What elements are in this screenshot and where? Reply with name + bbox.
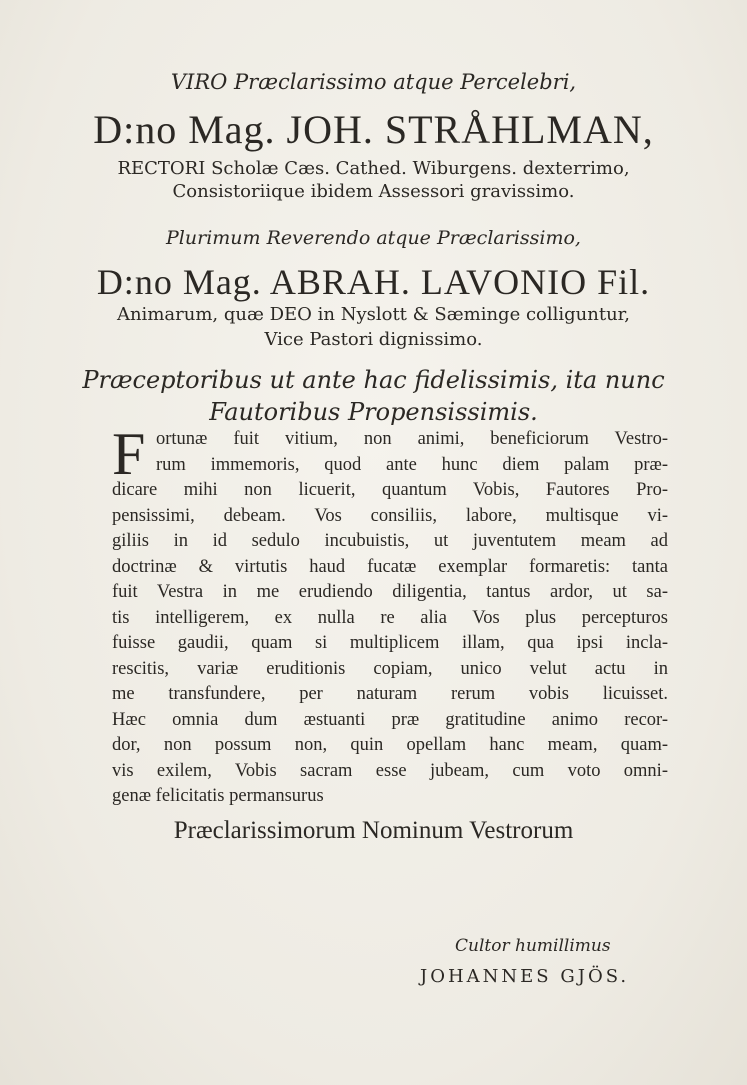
dedication-line-4: Consistoriique ibidem Assessori gravissimo. [172,181,575,202]
body-line: giliis in id sedulo incubuistis, ut juventutem meam ad [112,531,668,551]
body-line: fuisse gaudii, quam si multiplicem illam, qua ipsi incla- [112,633,668,653]
body-text [112,427,668,810]
drop-cap: F [112,421,146,487]
body-line: doctrinæ & virtutis haud fucatæ exemplar formaretis: tanta [112,556,668,577]
dedication-line-8: Vice Pastori dignissimo. [264,329,483,350]
body-line: me transfundere, per naturam rerum vobis licuisset. [112,684,668,704]
body-line: dor, non possum non, quin opellam hanc meam, quam- [112,735,668,755]
dedication-line-1: VIRO Præclarissimo atque Percelebri, [170,70,577,94]
dedication-line-5: Plurimum Reverendo atque Præclarissimo, [166,227,581,249]
dedication-line-7: Animarum, quæ DEO in Nyslott & Sæminge colliguntur, [116,304,631,325]
body-line: vis exilem, Vobis sacram esse jubeam, cum voto omni- [112,760,668,781]
body-line: ortunæ fuit vitium, non animi, beneficiorum Vestro- [156,429,668,449]
body-line: pensissimi, debeam. Vos consiliis, labore, multisque vi- [112,505,668,526]
body-line: dicare mihi non licuerit, quantum Vobis, Fautores Pro- [112,480,668,500]
dedicatee-name-1: D:no Mag. JOH. STRÅHLMAN, [93,107,654,152]
body-line: tis intelligerem, ex nulla re alia Vos plus percepturos [112,607,668,628]
body-line: rescitis, variæ eruditionis copiam, unico velut actu in [112,658,668,679]
dedication-line-3: RECTORI Scholæ Cæs. Cathed. Wiburgens. dexterrimo, [117,158,630,179]
closing-salutation: Præclarissimorum Nominum Vestrorum [173,817,574,844]
body-line: Hæc omnia dum æstuanti præ gratitudine animo recor- [112,709,668,730]
body-line: genæ felicitatis permansurus [112,786,324,806]
dedication-line-10: Fautoribus Propensissimis. [209,398,538,426]
signature-name: JOHANNES GJÖS. [420,966,630,987]
signature-title: Cultor humillimus [455,936,611,956]
body-line: rum immemoris, quod ante hunc diem palam præ- [156,454,668,475]
body-line: fuit Vestra in me erudiendo diligentia, tantus ardor, ut sa- [112,582,668,602]
dedication-line-9: Præceptoribus ut ante hac fidelissimis, ita nunc [82,366,665,394]
dedicatee-name-2: D:no Mag. ABRAH. LAVONIO Fil. [96,262,651,302]
